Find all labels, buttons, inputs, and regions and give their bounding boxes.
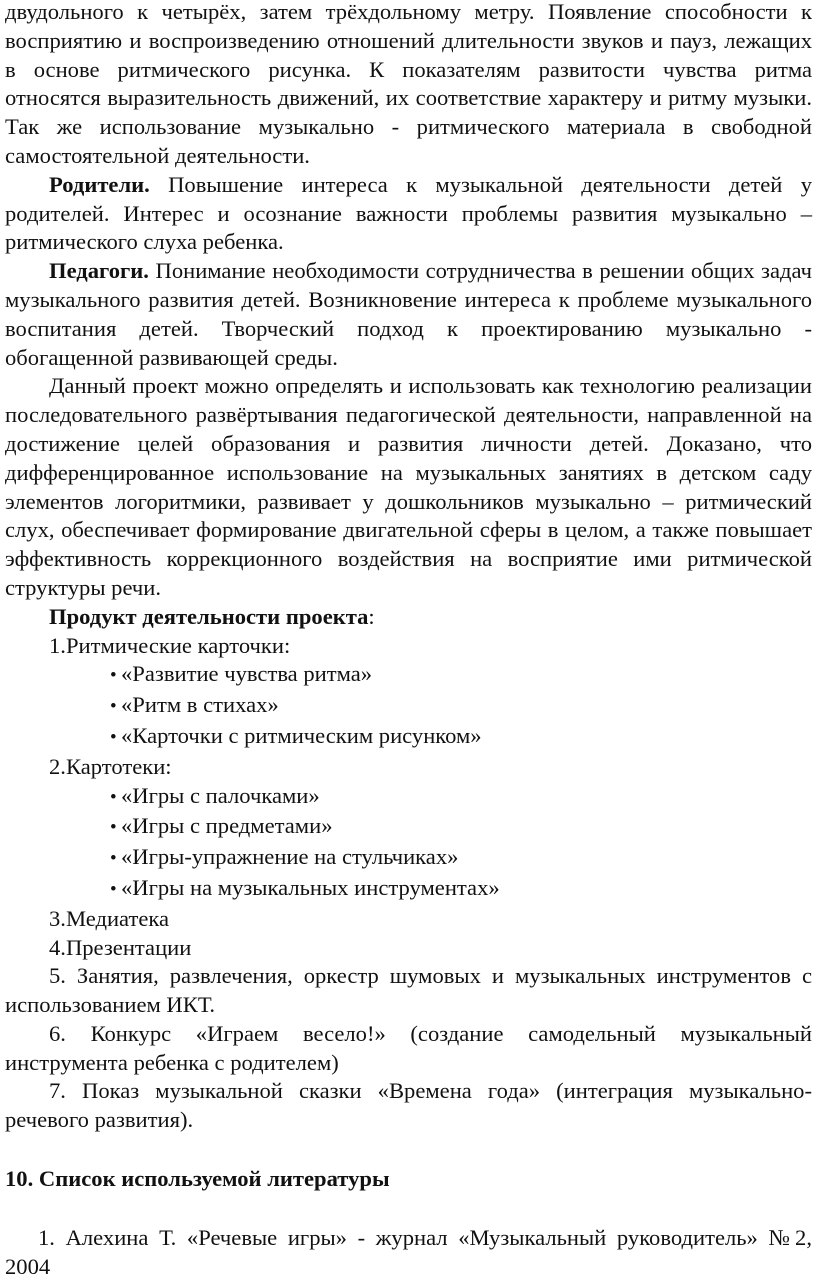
list-item-text: «Карточки с ритмическим рисунком» [121, 722, 482, 748]
reference-item: 1. Алехина Т. «Речевые игры» - журнал «Музыкальный руководитель» №2, 2004 [5, 1224, 812, 1279]
list-item-text: «Игры с предметами» [121, 813, 333, 839]
item-mediateka: 3.Медиатека [49, 905, 170, 931]
bullet-icon: • [110, 696, 117, 718]
list-item [5, 691, 812, 722]
item-show: 7. Показ музыкальной сказки «Времена года» (интеграция музыкально-речевого развития). [5, 1078, 812, 1133]
bullet-icon: • [110, 878, 117, 900]
product-label: Продукт деятельности проекта [49, 603, 369, 629]
bullet-icon: • [110, 786, 117, 808]
parents-paragraph [5, 171, 812, 257]
teachers-label: Педагоги. [49, 258, 149, 284]
list-item [5, 874, 812, 905]
files-title: 2.Картотеки: [49, 753, 172, 779]
parents-label: Родители. [49, 171, 150, 197]
product-colon: : [368, 603, 375, 629]
list-item [5, 812, 812, 843]
bullet-icon: • [110, 726, 117, 748]
list-item [5, 782, 812, 813]
intro-paragraph: двудольного к четырёх, затем трёхдольному метру. Появление способности к восприятию и воспроизведению отношений длительности звуков и пауз, лежащих в основе ритмического рисунка. К показателям развитости чувства ритма относятся выразительность движений, их соответствие характеру и ритму музыки. Так же использование музыкально - ритмического материала в свободной самостоятельной деятельности. [5, 0, 812, 168]
list-item [5, 722, 812, 753]
list-item-text: «Игры-упражнение на стульчиках» [121, 844, 459, 870]
item-presentations: 4.Презентации [49, 934, 192, 960]
list-item-text: «Игры на музыкальных инструментах» [121, 874, 500, 900]
bullet-icon: • [110, 817, 117, 839]
bullet-icon: • [110, 665, 117, 687]
cards-list [5, 660, 812, 752]
project-paragraph: Данный проект можно определять и использовать как технологию реализации последовательного развёртывания педагогической деятельности, направленной на достижение целей образования и развития личности детей. Доказано, что дифференцированное использование на музыкальных занятиях в детском саду элементов логоритмики, развивает у дошкольников музыкально – ритмический слух, обеспечивает формирование двигательной сферы в целом, а также повышает эффективность коррекционного воздействия на восприятие ими ритмической структуры речи. [5, 373, 812, 600]
files-list [5, 782, 812, 905]
product-heading [5, 603, 812, 632]
bullet-icon: • [110, 848, 117, 870]
list-item-text: «Развитие чувства ритма» [121, 661, 373, 687]
teachers-paragraph [5, 257, 812, 372]
list-item [5, 660, 812, 691]
list-item-text: «Игры с палочками» [121, 782, 320, 808]
list-item-text: «Ритм в стихах» [121, 692, 279, 718]
item-contest: 6. Конкурс «Играем весело!» (создание самодельный музыкальный инструмента ребенка с родителем) [5, 1020, 812, 1075]
item-lessons: 5. Занятия, развлечения, оркестр шумовых и музыкальных инструментов с использованием ИКТ. [5, 963, 812, 1018]
references-heading: 10. Список используемой литературы [5, 1166, 390, 1192]
teachers-text: Понимание необходимости сотрудничества в решении общих задач музыкального развития детей. Возникновение интереса к проблеме музыкального воспитания детей. Творческий подход к проектированию музыкально - обогащенной развивающей среды. [5, 258, 812, 370]
parents-text: Повышение интереса к музыкальной деятельности детей у родителей. Интерес и осознание важности проблемы развития музыкально – ритмического слуха ребенка. [5, 171, 812, 255]
cards-title: 1.Ритмические карточки: [49, 632, 291, 658]
list-item [5, 843, 812, 874]
